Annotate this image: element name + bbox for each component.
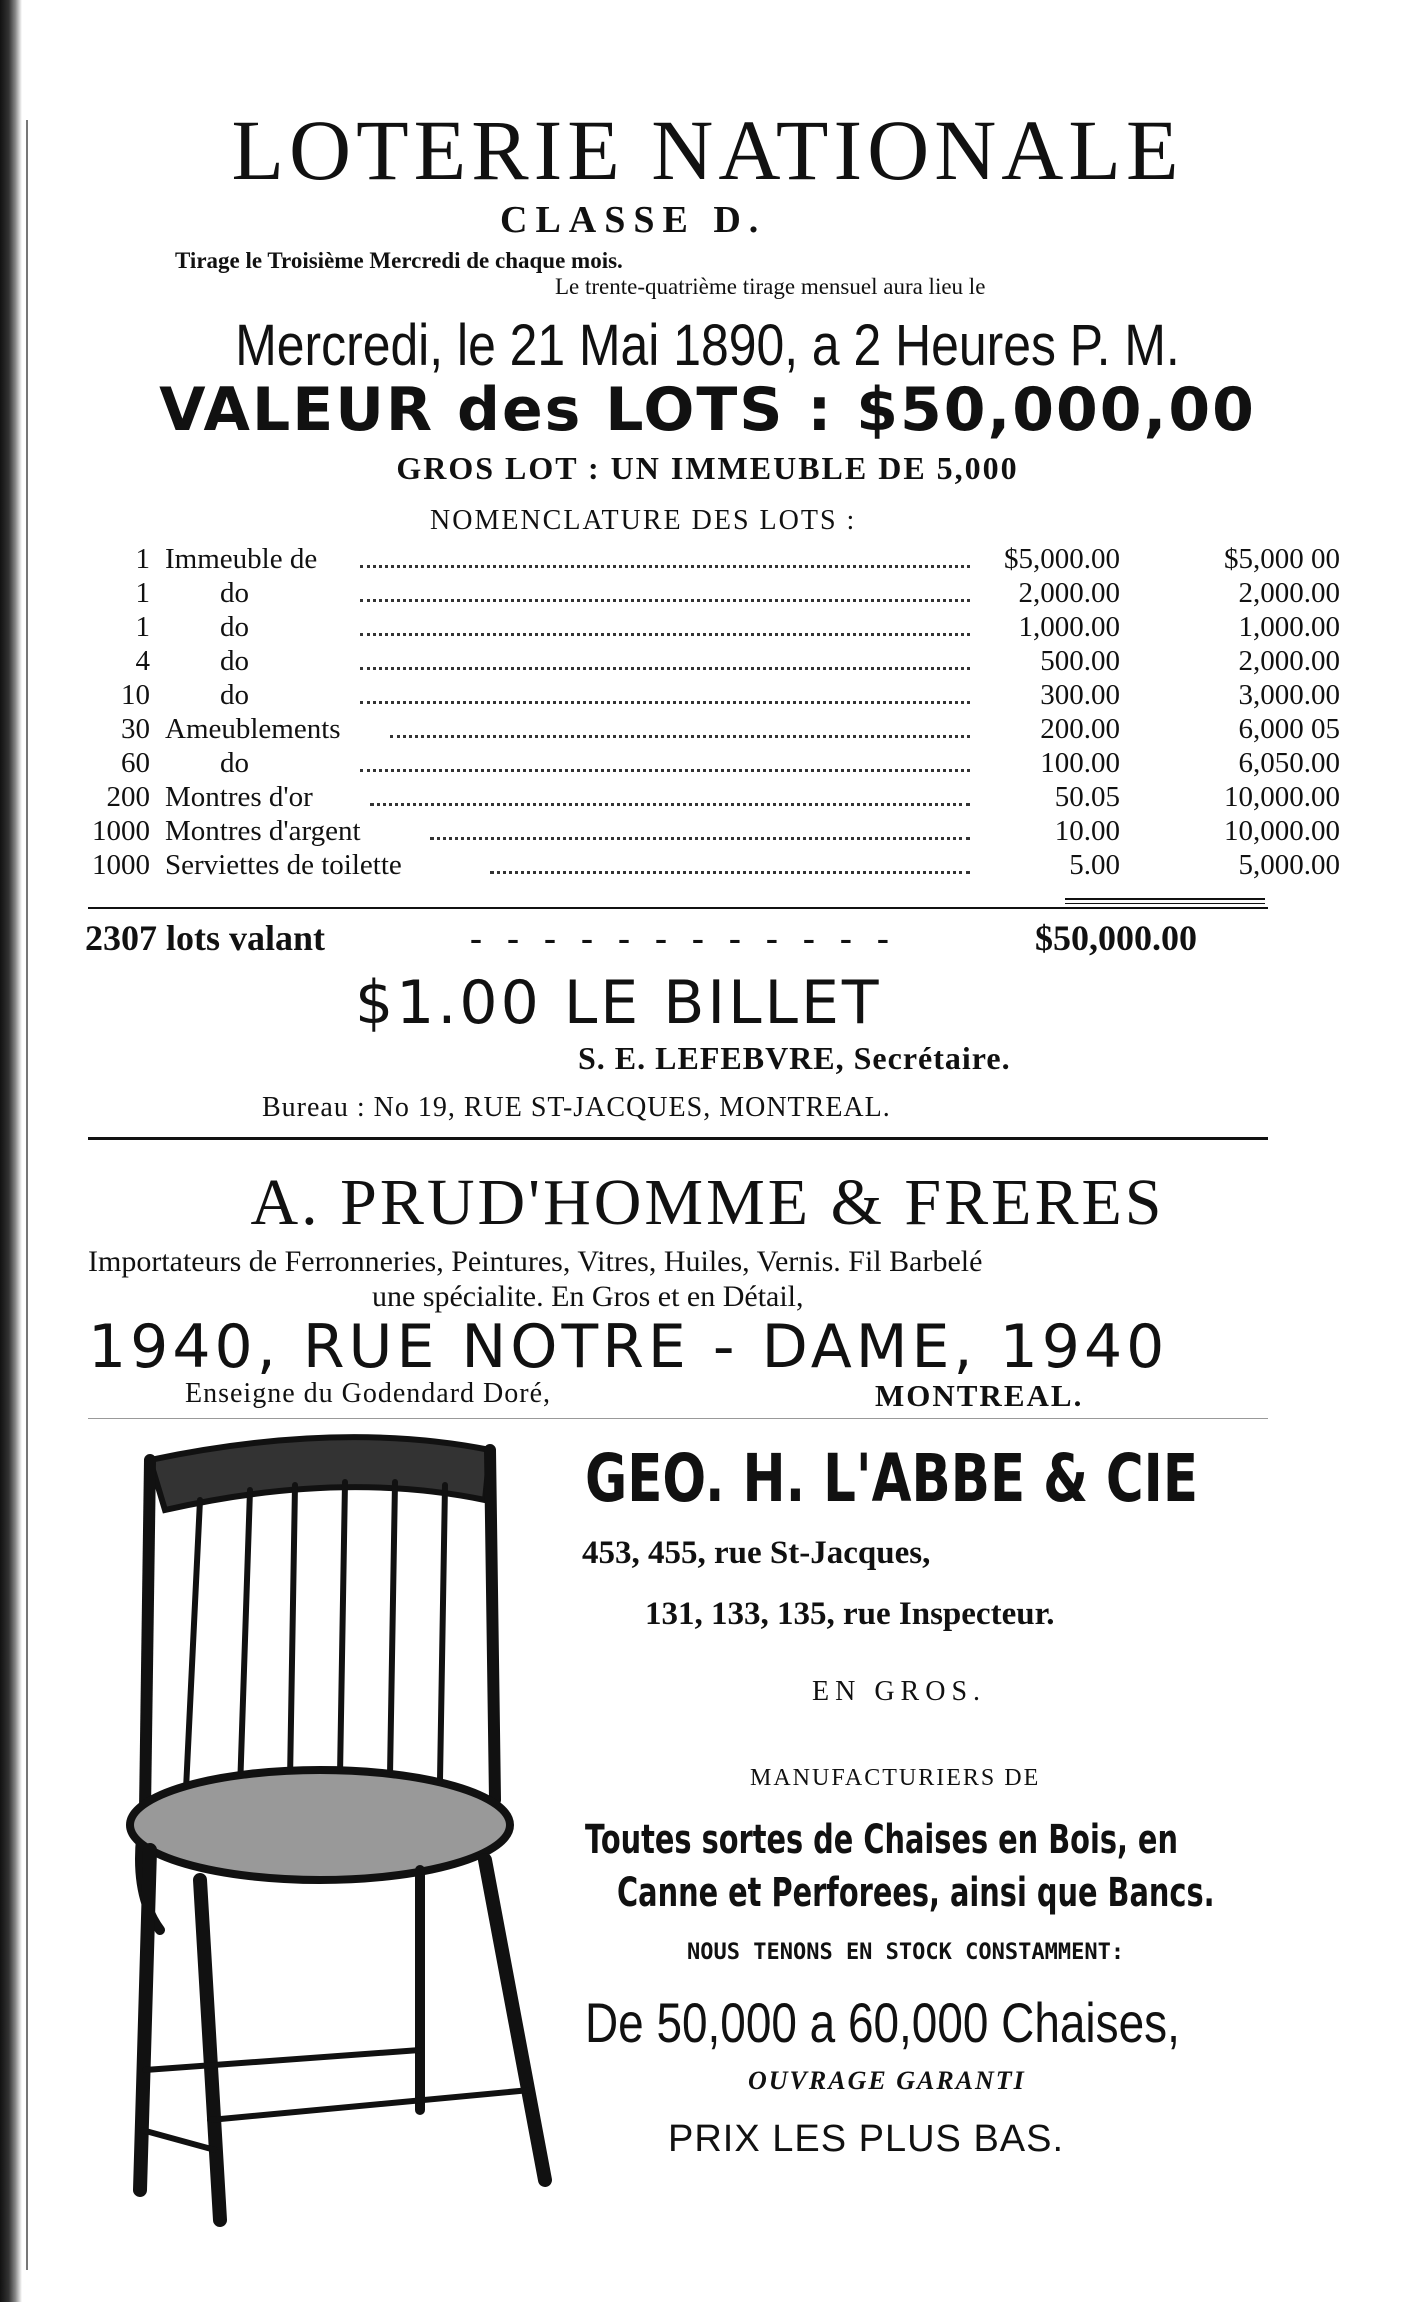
prize-total-value: 1,000.00 xyxy=(1238,611,1340,643)
prize-total-value: 10,000.00 xyxy=(1224,815,1340,847)
leader-dots xyxy=(360,679,970,704)
prize-row xyxy=(80,713,1340,747)
prize-total-value: 6,000 05 xyxy=(1238,713,1340,745)
draw-date: Mercredi, le 21 Mai 1890, a 2 Heures P. M. xyxy=(235,313,1180,378)
prize-total-value: 3,000.00 xyxy=(1238,679,1340,711)
prize-desc: Montres d'or xyxy=(165,781,313,813)
leader-dots xyxy=(360,645,970,670)
nomenclature-heading: NOMENCLATURE DES LOTS : xyxy=(430,505,857,536)
prudhomme-sign: Enseigne du Godendard Doré, xyxy=(185,1378,552,1409)
loterie-classe: CLASSE D. xyxy=(500,199,767,241)
prize-unit-value: 5.00 xyxy=(1069,849,1120,881)
labbe-manufacturiers: MANUFACTURIERS DE xyxy=(750,1765,1041,1791)
prize-qty: 1 xyxy=(135,543,150,575)
prize-total-value: 5,000.00 xyxy=(1238,849,1340,881)
prize-table xyxy=(80,543,1340,883)
prize-qty: 1 xyxy=(135,611,150,643)
labbe-title: GEO. H. L'ABBE & CIE xyxy=(585,1440,1198,1517)
leader-dots xyxy=(360,747,970,772)
total-leader: - - - - - - - - - - - - xyxy=(470,918,897,958)
prize-qty: 4 xyxy=(135,645,150,677)
prudhomme-title: A. PRUD'HOMME & FRERES xyxy=(250,1166,1165,1239)
prize-row xyxy=(80,645,1340,679)
prize-unit-value: 10.00 xyxy=(1054,815,1120,847)
prize-unit-value: $5,000.00 xyxy=(1004,543,1120,575)
labbe-en-gros: EN GROS. xyxy=(812,1676,987,1707)
section-divider-2 xyxy=(88,1418,1268,1419)
prize-desc: do xyxy=(220,645,249,677)
prudhomme-desc-line2: une spécialite. En Gros et en Détail, xyxy=(372,1280,804,1313)
prize-desc: do xyxy=(220,577,249,609)
total-rule xyxy=(88,907,1268,909)
prize-unit-value: 2,000.00 xyxy=(1018,577,1120,609)
leader-dots xyxy=(390,713,970,738)
gros-lot-heading: GROS LOT : UN IMMEUBLE DE 5,000 xyxy=(396,450,1019,486)
scan-edge-shadow xyxy=(0,0,22,2302)
lots-value-heading: VALEUR des LOTS : $50,000,00 xyxy=(159,375,1256,445)
labbe-products-line1: Toutes sortes de Chaises en Bois, en xyxy=(585,1817,1178,1863)
prize-unit-value: 50.05 xyxy=(1054,781,1120,813)
secretary-signature: S. E. LEFEBVRE, Secrétaire. xyxy=(578,1040,1011,1076)
prize-qty: 1000 xyxy=(92,849,150,881)
tirage-line-1: Tirage le Troisième Mercredi de chaque mois. xyxy=(175,248,623,273)
prize-unit-value: 1,000.00 xyxy=(1018,611,1120,643)
prize-row xyxy=(80,747,1340,781)
prize-desc: do xyxy=(220,679,249,711)
total-lots-value: $50,000.00 xyxy=(1035,918,1197,958)
prize-total-value: 6,050.00 xyxy=(1238,747,1340,779)
prize-desc: Montres d'argent xyxy=(165,815,361,847)
prize-qty: 1 xyxy=(135,577,150,609)
prize-total-value: 2,000.00 xyxy=(1238,577,1340,609)
prize-unit-value: 100.00 xyxy=(1040,747,1120,779)
section-divider xyxy=(88,1137,1268,1140)
prudhomme-address: 1940, RUE NOTRE - DAME, 1940 xyxy=(88,1312,1169,1382)
prize-total-value: 10,000.00 xyxy=(1224,781,1340,813)
office-address: Bureau : No 19, RUE ST-JACQUES, MONTREAL. xyxy=(262,1092,891,1123)
leader-dots xyxy=(370,781,970,806)
prize-desc: Serviettes de toilette xyxy=(165,849,402,881)
prize-unit-value: 300.00 xyxy=(1040,679,1120,711)
tirage-line-2: Le trente-quatrième tirage mensuel aura lieu le xyxy=(555,274,986,299)
prize-qty: 60 xyxy=(121,747,150,779)
prize-desc: Immeuble de xyxy=(165,543,318,575)
prize-row xyxy=(80,577,1340,611)
prize-row xyxy=(80,849,1340,883)
labbe-address-1: 453, 455, rue St-Jacques, xyxy=(582,1535,931,1571)
labbe-price-line: PRIX LES PLUS BAS. xyxy=(668,2118,1065,2160)
prize-total-value: $5,000 00 xyxy=(1224,543,1340,575)
prize-unit-value: 500.00 xyxy=(1040,645,1120,677)
labbe-products-line2: Canne et Perforees, ainsi que Bancs. xyxy=(617,1870,1215,1916)
leader-dots xyxy=(430,815,970,840)
prudhomme-desc-line1: Importateurs de Ferronneries, Peintures, Vitres, Huiles, Vernis. Fil Barbelé xyxy=(88,1245,983,1278)
total-lots-label: 2307 lots valant xyxy=(85,918,326,958)
chair-illustration xyxy=(90,1430,590,2230)
leader-dots xyxy=(360,543,970,568)
labbe-stock-note: NOUS TENONS EN STOCK CONSTAMMENT: xyxy=(687,1940,1125,1965)
prize-row xyxy=(80,543,1340,577)
prize-total-value: 2,000.00 xyxy=(1238,645,1340,677)
sum-rule-thin xyxy=(1065,903,1265,904)
prize-qty: 200 xyxy=(106,781,150,813)
labbe-guarantee: OUVRAGE GARANTI xyxy=(748,2066,1026,2095)
prize-row xyxy=(80,611,1340,645)
labbe-chair-count: De 50,000 a 60,000 Chaises, xyxy=(585,1991,1180,2054)
leader-dots xyxy=(360,577,970,602)
sum-rule xyxy=(1065,898,1265,900)
prize-unit-value: 200.00 xyxy=(1040,713,1120,745)
prize-row xyxy=(80,679,1340,713)
leader-dots xyxy=(360,611,970,636)
labbe-address-2: 131, 133, 135, rue Inspecteur. xyxy=(645,1596,1055,1632)
prize-qty: 1000 xyxy=(92,815,150,847)
prize-desc: Ameublements xyxy=(165,713,341,745)
prize-row xyxy=(80,815,1340,849)
loterie-title: LOTERIE NATIONALE xyxy=(231,102,1184,198)
prize-qty: 10 xyxy=(121,679,150,711)
prize-row xyxy=(80,781,1340,815)
prize-desc: do xyxy=(220,747,249,779)
prize-desc: do xyxy=(220,611,249,643)
prudhomme-city: MONTREAL. xyxy=(875,1378,1084,1413)
prize-qty: 30 xyxy=(121,713,150,745)
leader-dots xyxy=(490,849,970,874)
ticket-price: $1.00 LE BILLET xyxy=(355,968,882,1038)
